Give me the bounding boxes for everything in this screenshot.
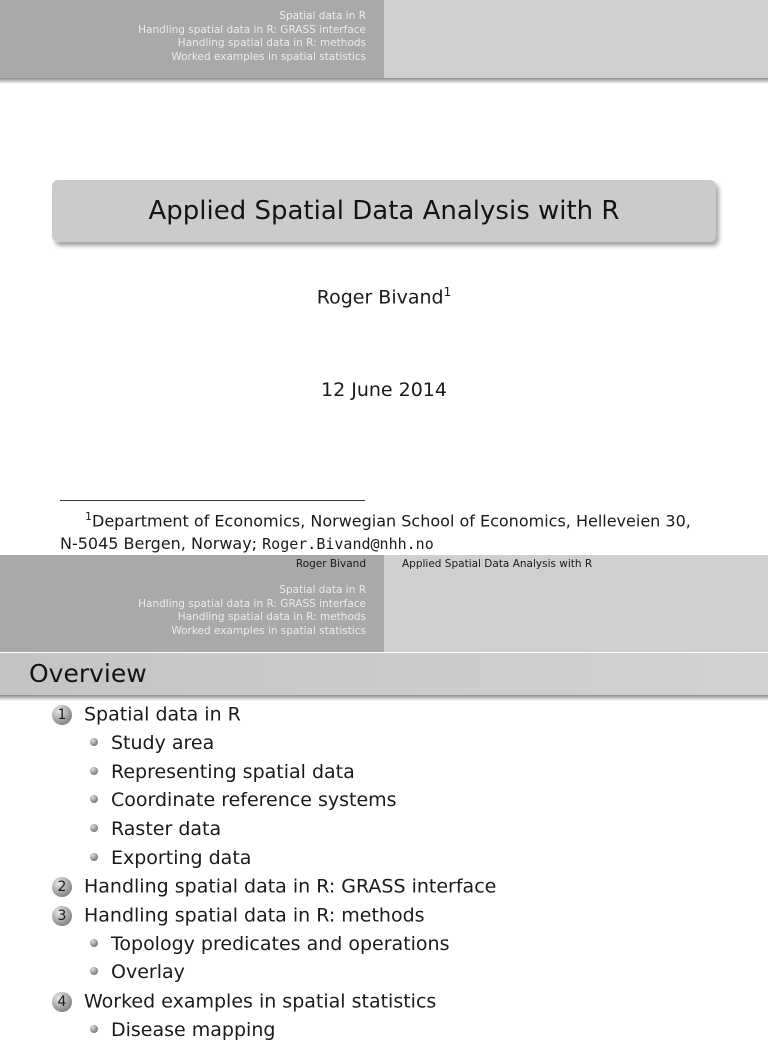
toc-section-label: Handling spatial data in R: GRASS interface [84, 875, 497, 898]
frame-title-bar [0, 653, 768, 695]
author-line [0, 285, 768, 308]
footnote-address: N-5045 Bergen, Norway; [60, 534, 263, 554]
bullet-icon [90, 767, 98, 775]
footnote [60, 505, 720, 556]
toc-subsection[interactable] [90, 933, 450, 957]
toc-subsection-label: Topology predicates and operations [111, 933, 450, 955]
toc-subsection[interactable] [90, 847, 251, 871]
headline-shadow [0, 78, 768, 84]
headline-nav-sections-panel-2 [0, 574, 384, 652]
toc-subsection[interactable] [90, 1019, 275, 1043]
footline-author: Roger Bivand [295, 558, 366, 570]
toc-section-label: Worked examples in spatial statistics [84, 990, 437, 1013]
headline-nav-bar-2 [0, 574, 768, 652]
footnote-affiliation: Department of Economics, Norwegian School of Economics, Helleveien 30, [92, 511, 691, 531]
headline-nav-list [138, 10, 366, 64]
nav-section-link[interactable]: Handling spatial data in R: GRASS interface [138, 23, 366, 36]
nav-section-link[interactable]: Worked examples in spatial statistics [171, 50, 366, 63]
bullet-icon [90, 853, 98, 861]
section-number-badge: 1 [52, 705, 72, 725]
toc-subsection[interactable] [90, 761, 355, 785]
toc-section[interactable] [52, 990, 436, 1014]
footnote-rule [60, 500, 365, 501]
bullet-icon [90, 795, 98, 803]
footline-title-panel [384, 555, 768, 574]
section-number-badge: 3 [52, 906, 72, 926]
toc-subsection-label: Study area [111, 732, 215, 754]
bullet-icon [90, 824, 98, 832]
headline-nav-list-2 [138, 584, 366, 638]
toc-subsection-label: Raster data [111, 818, 222, 840]
toc-subsection[interactable] [90, 789, 397, 813]
toc-subsection[interactable] [90, 818, 221, 842]
headline-nav-bar [0, 0, 768, 78]
nav-section-link[interactable]: Spatial data in R [279, 10, 366, 22]
author-name: Roger Bivand [316, 286, 444, 309]
toc-subsection-label: Representing spatial data [111, 761, 355, 783]
nav-section-link[interactable]: Handling spatial data in R: methods [177, 611, 366, 623]
section-number-badge: 4 [52, 992, 72, 1012]
toc-section-label: Handling spatial data in R: methods [84, 904, 425, 927]
toc-section[interactable] [52, 904, 425, 928]
bullet-icon [90, 1025, 98, 1033]
section-number-badge: 2 [52, 877, 72, 897]
footline-title: Applied Spatial Data Analysis with R [402, 558, 593, 570]
nav-section-link[interactable]: Worked examples in spatial statistics [171, 624, 366, 637]
toc-subsection-label: Coordinate reference systems [111, 789, 397, 811]
toc-section-label: Spatial data in R [84, 703, 241, 726]
bullet-icon [90, 967, 98, 975]
footline-author-panel [0, 555, 384, 574]
toc-subsection[interactable] [90, 732, 214, 756]
title-block [52, 180, 716, 242]
presentation-title: Applied Spatial Data Analysis with R [148, 196, 620, 226]
nav-section-link[interactable]: Handling spatial data in R: methods [177, 37, 366, 49]
author-footnote-mark: 1 [443, 285, 452, 299]
bullet-icon [90, 939, 98, 947]
frame-title: Overview [29, 659, 147, 688]
nav-section-link[interactable]: Handling spatial data in R: GRASS interface [138, 597, 366, 610]
nav-section-link[interactable]: Spatial data in R [279, 584, 366, 596]
toc-section[interactable] [52, 875, 496, 899]
bullet-icon [90, 738, 98, 746]
footnote-mark: 1 [85, 510, 92, 523]
headline-nav-sections-panel [0, 0, 384, 78]
toc-subsection[interactable] [90, 961, 185, 985]
toc-subsection-label: Exporting data [111, 847, 252, 869]
footline [0, 555, 768, 574]
toc-subsection-label: Overlay [111, 961, 185, 983]
toc-section[interactable] [52, 703, 241, 727]
frame-title-shadow [0, 695, 768, 701]
toc-subsection-label: Disease mapping [111, 1019, 276, 1041]
presentation-date: 12 June 2014 [321, 379, 447, 401]
footnote-email-link[interactable]: Roger.Bivand@nhh.no [262, 535, 434, 554]
